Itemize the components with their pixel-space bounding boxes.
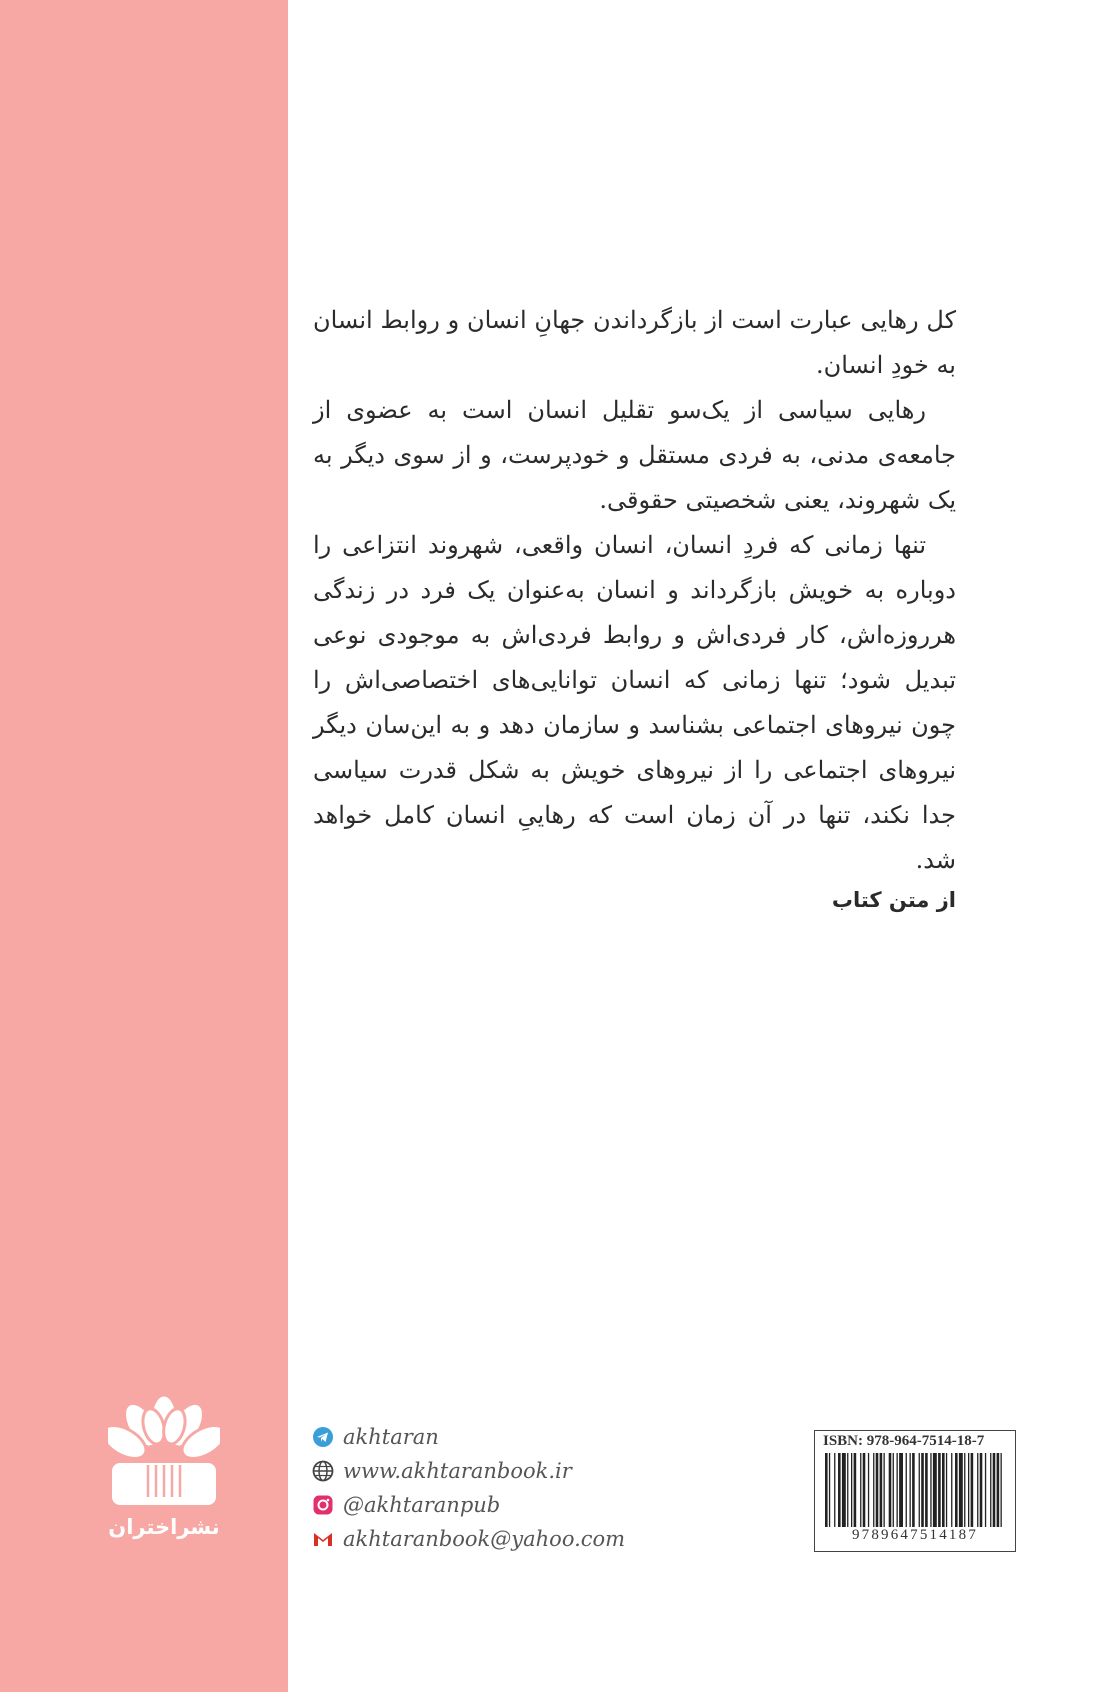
globe-icon (312, 1460, 334, 1482)
barcode-bar (938, 1453, 941, 1527)
barcode-bar (925, 1453, 928, 1527)
barcode-bar (930, 1453, 931, 1527)
barcode-bar (906, 1453, 907, 1527)
barcode-bar (1001, 1453, 1002, 1527)
blurb-paragraph: تنها زمانی که فردِ انسان، انسان واقعی، شهروند انتزاعی را دوباره به خویش بازگرداند و انسان به‌عنوان یک فرد در زندگی هرروزه‌اش، کار فردی‌اش و روابط فردی‌اش به موجودی نوعی تبدیل شود؛ تنها زمانی که انسان توانایی‌های اختصاصی‌اش را چون نیروهای اجتماعی بشناسد و سازمان دهد و به این‌سان دیگر نیروهای اجتماعی را از نیروهای خویش به شکل قدرت سیاسی جدا نکند، تنها در آن زمان است که رهاییِ انسان کامل خواهد شد. (313, 531, 956, 874)
publisher-name: نشراختران (108, 1515, 220, 1539)
barcode-bar (912, 1453, 915, 1527)
contact-text: akhtaranbook@yahoo.com (343, 1527, 626, 1551)
barcode-bar (842, 1453, 846, 1527)
contact-website[interactable] (312, 1454, 625, 1488)
contact-list (312, 1420, 625, 1556)
barcode-bar (847, 1453, 848, 1527)
contact-text: @akhtaranpub (343, 1493, 501, 1517)
publisher-logo (108, 1395, 220, 1505)
telegram-icon (312, 1426, 334, 1448)
instagram-icon (312, 1494, 334, 1516)
barcode-bar (919, 1453, 920, 1527)
contact-email[interactable] (312, 1522, 625, 1556)
barcode-bar (997, 1453, 1000, 1527)
barcode-bar (993, 1453, 996, 1527)
barcode-bar (876, 1453, 879, 1527)
barcode-bar (968, 1453, 969, 1527)
blurb-text (313, 298, 956, 883)
barcode-bar (942, 1453, 945, 1527)
barcode-bar (825, 1453, 828, 1527)
barcode-bar (838, 1453, 841, 1527)
barcode-bar (921, 1453, 924, 1527)
barcode-bars (823, 1453, 1007, 1527)
blurb-paragraph: رهایی سیاسی از یک‌سو تقلیل انسان است به عضوی از جامعه‌ی مدنی، به فردی مستقل و خودپرست، و از سوی دیگر به یک شهروند، یعنی شخصیتی حقوقی. (313, 396, 956, 514)
gmail-icon (312, 1528, 334, 1550)
barcode-digits: 9789647514187 (851, 1527, 979, 1543)
barcode-bar (933, 1453, 937, 1527)
barcode-bar (977, 1453, 978, 1527)
barcode-bar (860, 1453, 861, 1527)
blurb-source: از متن کتاب (831, 888, 956, 912)
contact-text: akhtaran (343, 1425, 439, 1449)
barcode-bar (985, 1453, 986, 1527)
contact-text: www.akhtaranbook.ir (343, 1459, 572, 1483)
barcode-bar (897, 1453, 898, 1527)
barcode-bar (959, 1453, 963, 1527)
barcode-bar (955, 1453, 958, 1527)
barcode-bar (854, 1453, 857, 1527)
barcode-bar (873, 1453, 874, 1527)
barcode-bar (899, 1453, 903, 1527)
barcode-bar (951, 1453, 952, 1527)
barcode-bar (910, 1453, 911, 1527)
blurb-paragraph: کل رهایی عبارت است از بازگرداندن جهانِ انسان و روابط انسان به خودِ انسان. (313, 306, 956, 379)
barcode-bar (946, 1453, 947, 1527)
barcode-bar (889, 1453, 892, 1527)
barcode-bar (893, 1453, 894, 1527)
barcode-bar (964, 1453, 965, 1527)
isbn-label: ISBN: 978-964-7514-18-7 (823, 1433, 985, 1449)
barcode-bar (829, 1453, 830, 1527)
contact-instagram[interactable] (312, 1488, 625, 1522)
contact-telegram[interactable] (312, 1420, 625, 1454)
barcode-bar (863, 1453, 866, 1527)
barcode-bar (884, 1453, 885, 1527)
barcode-bar (980, 1453, 983, 1527)
isbn-barcode (814, 1430, 1016, 1552)
barcode-bar (851, 1453, 852, 1527)
barcode-bar (880, 1453, 883, 1527)
barcode-bar (990, 1453, 991, 1527)
barcode-bar (971, 1453, 974, 1527)
barcode-bar (834, 1453, 835, 1527)
barcode-bar (868, 1453, 869, 1527)
